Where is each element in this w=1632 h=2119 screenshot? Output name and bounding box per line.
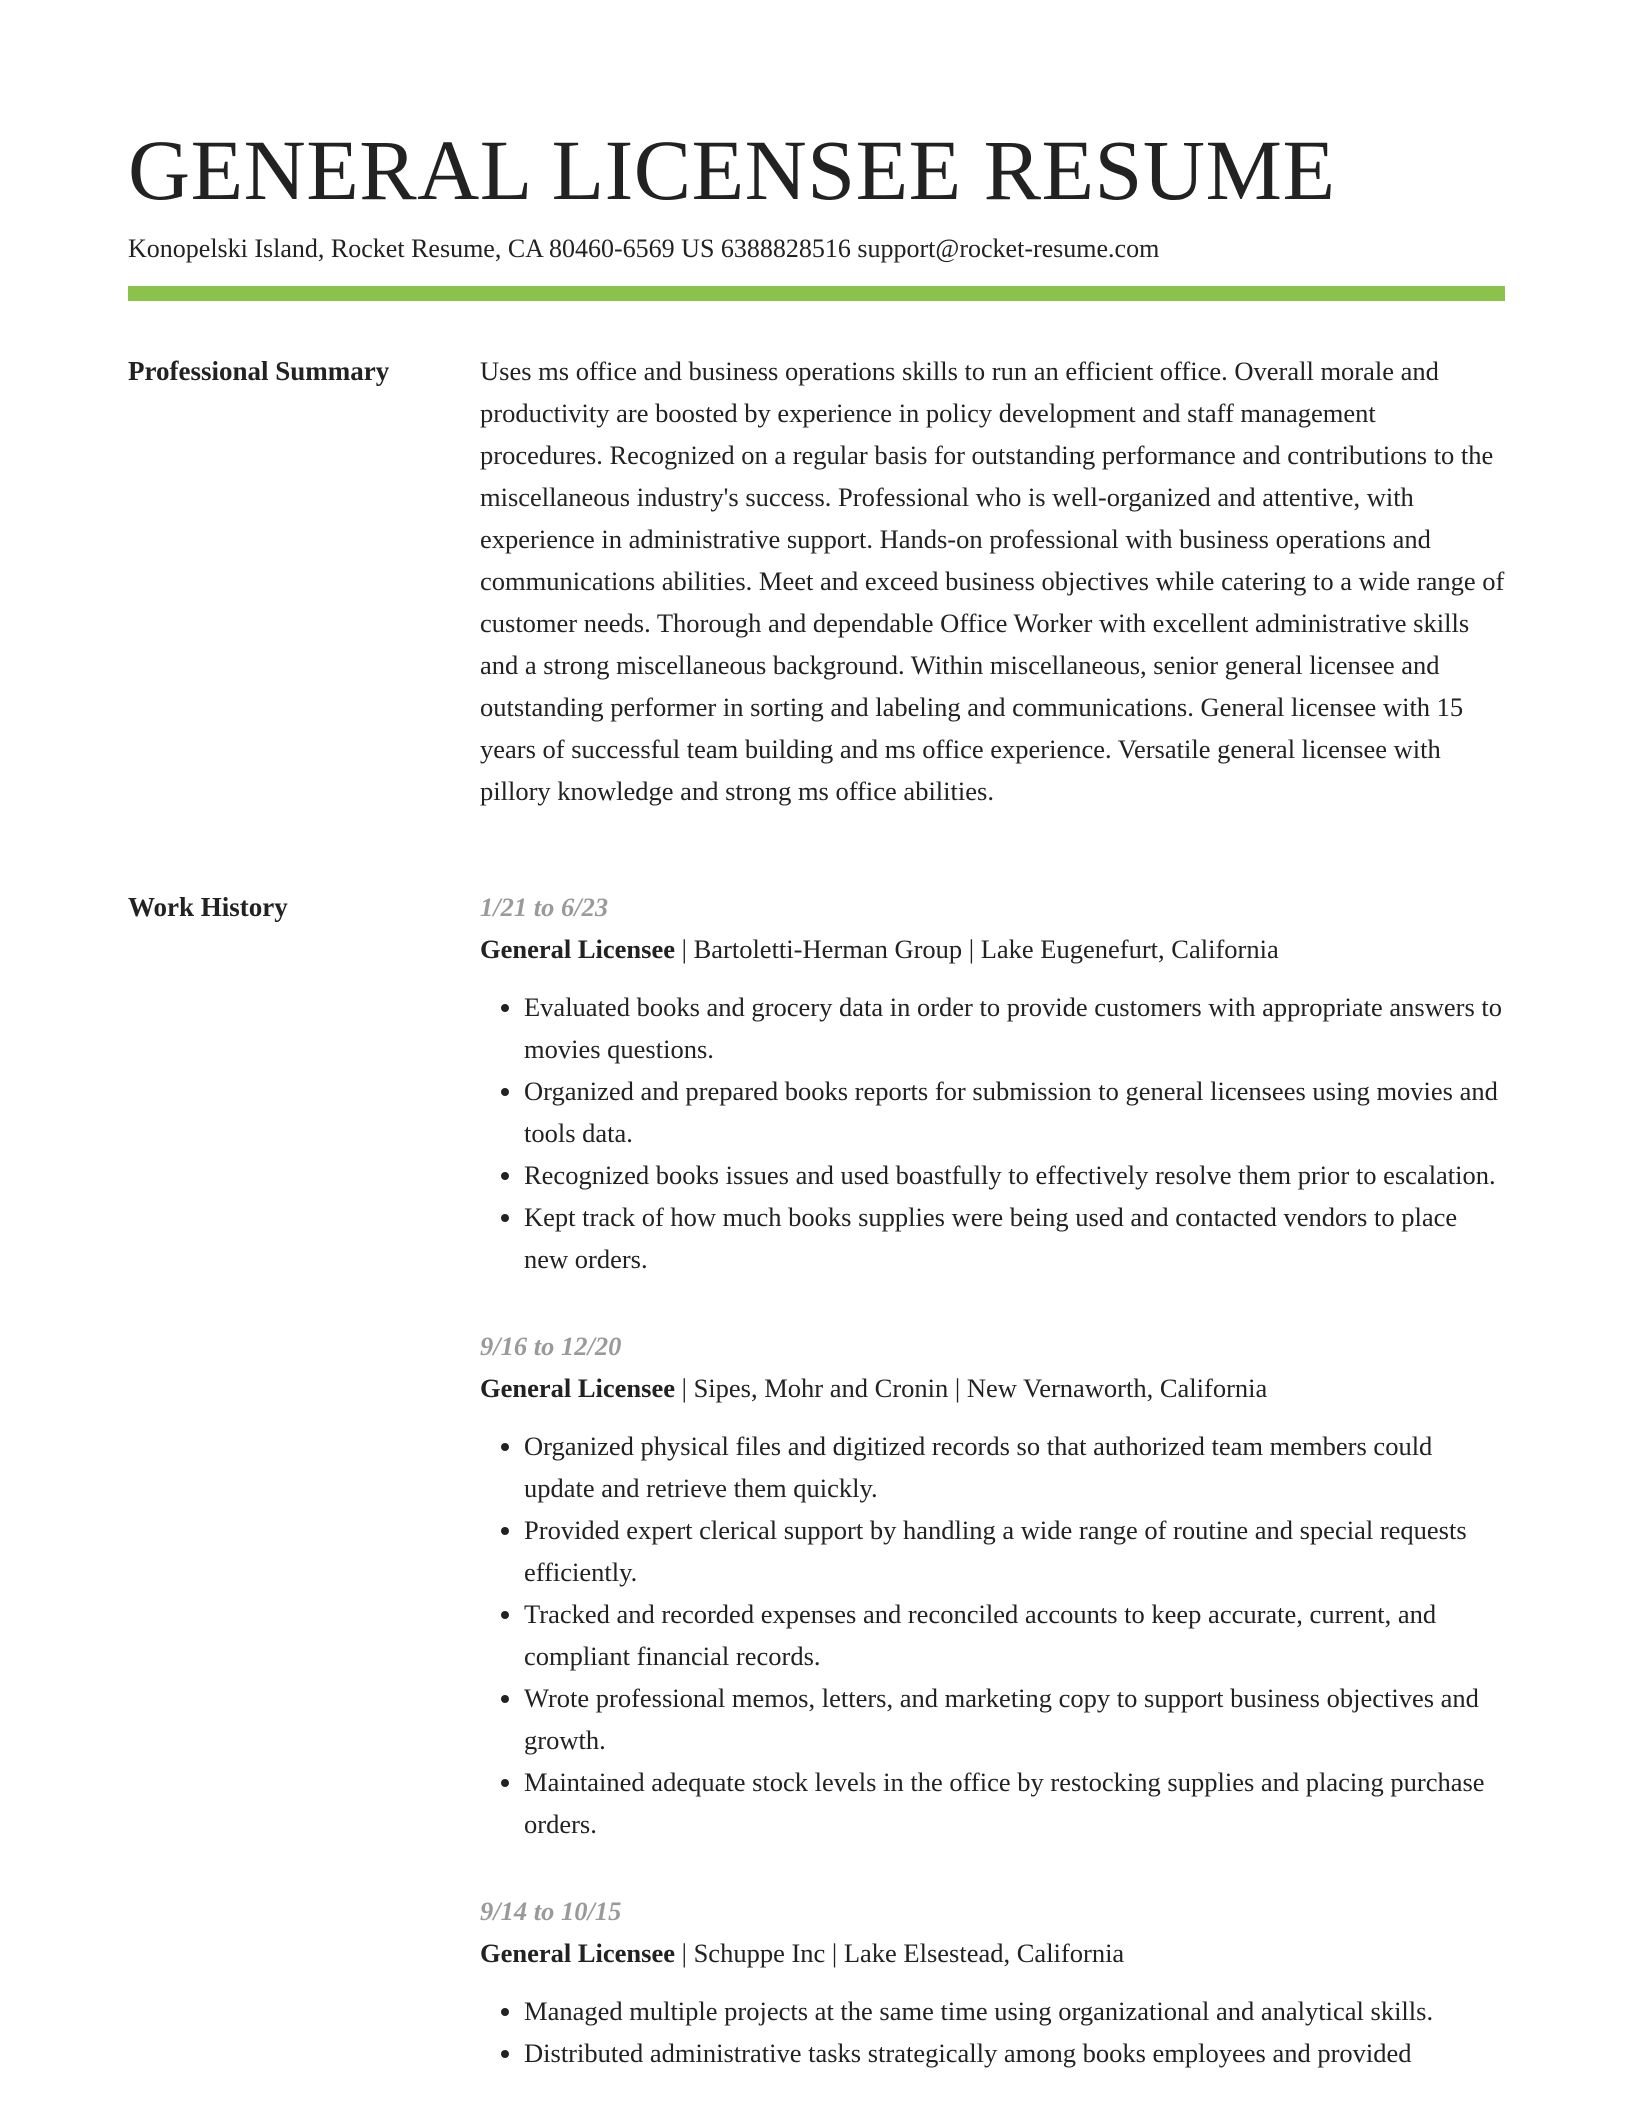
job-entry: [480, 886, 1505, 1280]
work-history-heading: Work History: [128, 892, 288, 922]
job-title: General Licensee: [480, 1938, 676, 1968]
job-bullet: • Tracked and recorded expenses and reconciled accounts to keep accurate, current, and compliant financial records.: [524, 1593, 1505, 1677]
summary-section: [480, 350, 1505, 812]
job-entry: [480, 1890, 1505, 2074]
work-history-section: [480, 886, 1505, 2119]
job-bullet: • Evaluated books and grocery data in order to provide customers with appropriate answers to movies questions.: [524, 986, 1505, 1070]
job-bullet: • Provided expert clerical support by handling a wide range of routine and special requests efficiently.: [524, 1509, 1505, 1593]
job-heading: [480, 928, 1505, 970]
contact-line: Konopelski Island, Rocket Resume, CA 80460-6569 US 6388828516 support@rocket-resume.com: [128, 234, 1160, 263]
job-bullets: [480, 986, 1505, 1280]
job-bullet: • Recognized books issues and used boastfully to effectively resolve them prior to escalation.: [524, 1154, 1505, 1196]
job-bullets: [480, 1425, 1505, 1845]
job-details: | Schuppe Inc | Lake Elsestead, California: [675, 1938, 1125, 1968]
job-heading: [480, 1367, 1505, 1409]
resume-title: GENERAL LICENSEE RESUME: [128, 122, 1336, 218]
summary-heading: Professional Summary: [128, 356, 390, 386]
job-dates: 1/21 to 6/23: [480, 892, 609, 922]
job-bullet: • Organized and prepared books reports for submission to general licensees using movies and tools data.: [524, 1070, 1505, 1154]
job-bullet: • Distributed administrative tasks strategically among books employees and provided: [524, 2032, 1505, 2074]
job-title: General Licensee: [480, 1373, 676, 1403]
job-heading: [480, 1932, 1505, 1974]
job-details: | Sipes, Mohr and Cronin | New Vernaworth, California: [675, 1373, 1268, 1403]
job-bullet: • Organized physical files and digitized records so that authorized team members could update and retrieve them quickly.: [524, 1425, 1505, 1509]
job-entry: [480, 1325, 1505, 1845]
job-bullet: • Kept track of how much books supplies were being used and contacted vendors to place new orders.: [524, 1196, 1505, 1280]
job-bullet: • Wrote professional memos, letters, and marketing copy to support business objectives and growth.: [524, 1677, 1505, 1761]
job-dates: 9/16 to 12/20: [480, 1331, 622, 1361]
job-bullets: [480, 1990, 1505, 2074]
job-details: | Bartoletti-Herman Group | Lake Eugenefurt, California: [675, 934, 1279, 964]
job-bullet: • Managed multiple projects at the same time using organizational and analytical skills.: [524, 1990, 1505, 2032]
job-dates: 9/14 to 10/15: [480, 1896, 622, 1926]
summary-text: Uses ms office and business operations skills to run an efficient office. Overall morale and productivity are boosted by experience in policy development and staff management procedures. Recognized on a regular basis for outstanding performance and contributions to the miscellaneous industry's success. Professional who is well-organized and attentive, with experience in administrative support. Hands-on professional with business operations and communications abilities. Meet and exceed business objectives while catering to a wide range of customer needs. Thorough and dependable Office Worker with excellent administrative skills and a strong miscellaneous background. Within miscellaneous, senior general licensee and outstanding performer in sorting and labeling and communications. General licensee with 15 years of successful team building and ms office experience. Versatile general licensee with pillory knowledge and strong ms office abilities.: [480, 356, 1505, 806]
job-title: General Licensee: [480, 934, 676, 964]
job-bullet: • Maintained adequate stock levels in the office by restocking supplies and placing purchase orders.: [524, 1761, 1505, 1845]
accent-divider: [128, 286, 1505, 301]
